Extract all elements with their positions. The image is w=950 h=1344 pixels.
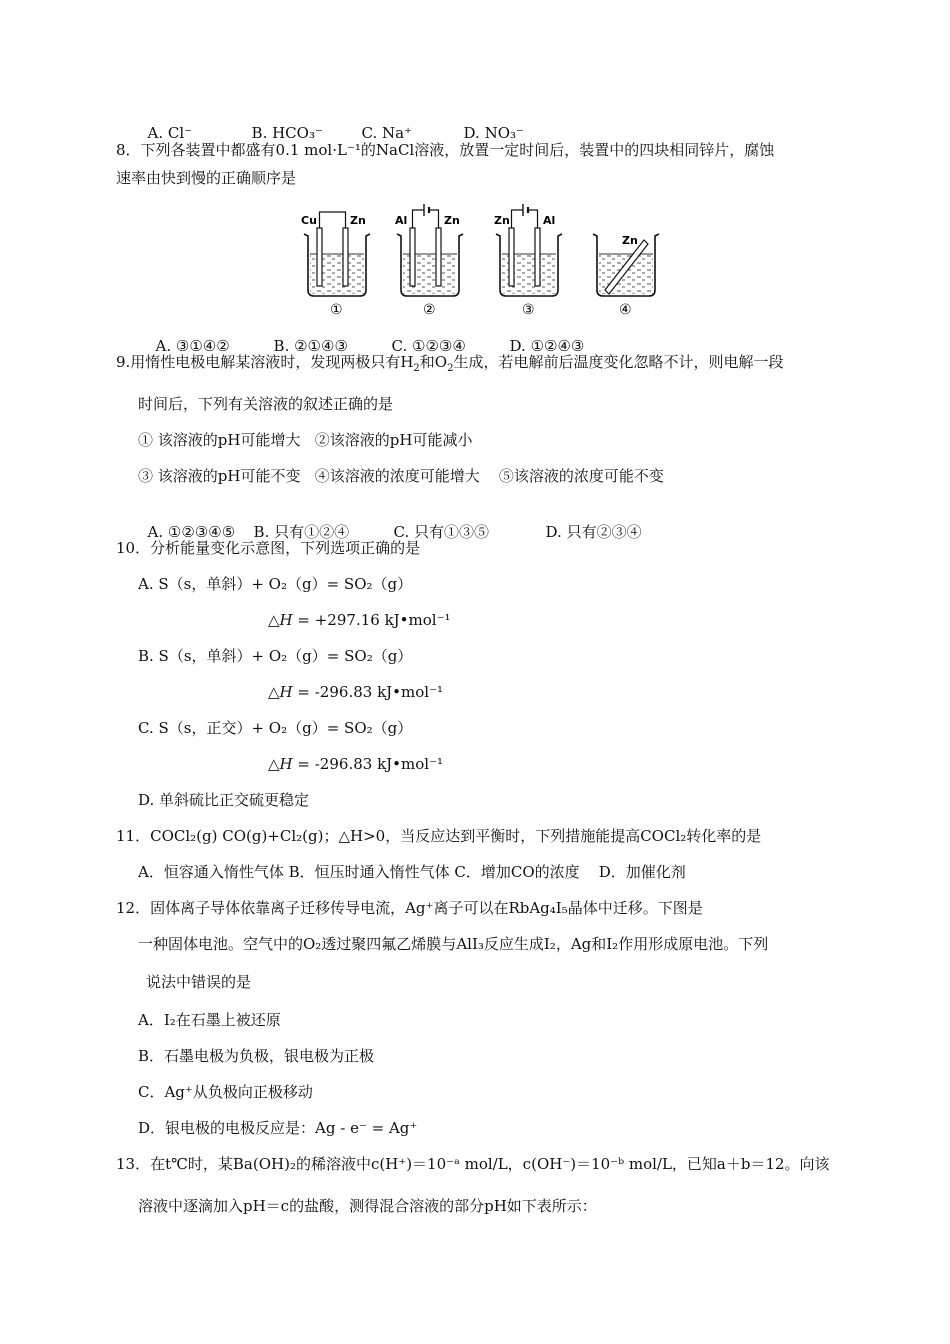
q12-option-a: A．I₂在石墨上被还原 [138, 1011, 281, 1029]
beaker-2-number: ② [423, 302, 436, 316]
q9-option-d: D. 只有②③④ [545, 523, 642, 541]
beaker-4-label: Zn [622, 234, 638, 247]
q9-statement-line1: ① 该溶液的pH可能增大 ②该溶液的pH可能减小 [138, 431, 473, 449]
q10-option-a-enthalpy: △H = +297.16 kJ•mol⁻¹ [268, 611, 451, 629]
q12-stem-line3: 说法中错误的是 [146, 973, 252, 991]
q12-option-c: C．Ag⁺从负极向正极移动 [138, 1083, 313, 1101]
q12-stem-line1: 12．固体离子导体依靠离子迁移传导电流，Ag⁺离子可以在RbAg₄I₅晶体中迁移。下图是 [116, 899, 703, 917]
beaker-1-number: ① [330, 302, 343, 316]
q8-option-a: A. ③①④② [155, 337, 230, 355]
q10-option-d: D. 单斜硫比正交硫更稳定 [138, 791, 310, 809]
beaker-1-left-label: Cu [301, 214, 317, 227]
q7-option-c: C. Na⁺ [361, 124, 413, 142]
beaker-3-left-label: Zn [494, 214, 510, 227]
q10-option-c-equation: C. S（s，正交）+ O₂（g）= SO₂（g） [138, 719, 413, 737]
q9-stem-line1: 9.用惰性电极电解某溶液时，发现两极只有$H_2$和$O_2$生成，若电解前后温度变化忽略不计，则电解一段 [116, 353, 784, 374]
q9-option-a: A. ①②③④⑤ [147, 523, 236, 541]
beaker-2-left-label: Al [395, 214, 408, 227]
q13-stem-line1: 13．在t℃时，某Ba(OH)₂的稀溶液中c(H⁺)＝10⁻ᵃ mol/L，c(OH⁻)＝10⁻ᵇ mol/L，已知a＋b＝12。向该 [116, 1155, 830, 1173]
q8-options [146, 316, 584, 356]
beaker-2 [395, 204, 463, 316]
q10-stem: 10．分析能量变化示意图，下列选项正确的是 [116, 539, 421, 557]
beaker-4-number: ④ [619, 302, 632, 316]
q12-stem-line2: 一种固体电池。空气中的O₂透过聚四氟乙烯膜与AlI₃反应生成I₂，Ag和I₂作用形成原电池。下列 [138, 935, 769, 953]
q13-stem-line2: 溶液中逐滴加入pH＝c的盐酸，测得混合溶液的部分pH如下表所示： [138, 1197, 597, 1215]
beaker-3-right-label: Al [543, 214, 556, 227]
q8-stem-line1: 8．下列各装置中都盛有0.1 mol·L⁻¹的NaCl溶液，放置一定时间后，装置中的四块相同锌片，腐蚀 [116, 141, 775, 159]
q8-option-c: C. ①②③④ [391, 337, 466, 355]
q7-option-a: A. Cl⁻ [147, 124, 193, 142]
q8-beaker-figure [296, 204, 672, 316]
q9-stem-line2: 时间后，下列有关溶液的叙述正确的是 [138, 395, 394, 413]
q9-option-b: B. 只有①②④ [253, 523, 350, 541]
q9-options [138, 502, 642, 542]
q11-stem: 11．COCl₂(g) CO(g)+Cl₂(g)；△H>0，当反应达到平衡时，下列措施能提高COCl₂转化率的是 [116, 827, 762, 845]
beaker-1-right-label: Zn [350, 214, 366, 227]
q8-option-b: B. ②①④③ [273, 337, 348, 355]
q7-options [138, 103, 524, 143]
beaker-2-right-label: Zn [444, 214, 460, 227]
q12-option-d: D．银电极的电极反应是：Ag - e⁻ = Ag⁺ [138, 1119, 418, 1137]
q10-option-c-enthalpy: △H = -296.83 kJ•mol⁻¹ [268, 755, 443, 773]
beaker-3-number: ③ [522, 302, 535, 316]
q10-option-b-enthalpy: △H = -296.83 kJ•mol⁻¹ [268, 683, 443, 701]
beaker-4 [593, 234, 659, 316]
q9-option-c: C. 只有①③⑤ [393, 523, 490, 541]
beaker-1 [301, 212, 370, 316]
q7-option-d: D. NO₃⁻ [463, 124, 524, 142]
beaker-3 [494, 204, 562, 316]
q8-option-d: D. ①②④③ [509, 337, 585, 355]
q11-options: A．恒容通入惰性气体 B．恒压时通入惰性气体 C．增加CO的浓度 D．加催化剂 [138, 863, 686, 881]
q7-option-b: B. HCO₃⁻ [251, 124, 323, 142]
q9-statement-line2: ③ 该溶液的pH可能不变 ④该溶液的浓度可能增大 ⑤该溶液的浓度可能不变 [138, 467, 664, 485]
q12-option-b: B．石墨电极为负极，银电极为正极 [138, 1047, 375, 1065]
q8-stem-line2: 速率由快到慢的正确顺序是 [116, 169, 297, 187]
q10-option-a-equation: A. S（s，单斜）+ O₂（g）= SO₂（g） [138, 575, 413, 593]
q10-option-b-equation: B. S（s，单斜）+ O₂（g）= SO₂（g） [138, 647, 413, 665]
